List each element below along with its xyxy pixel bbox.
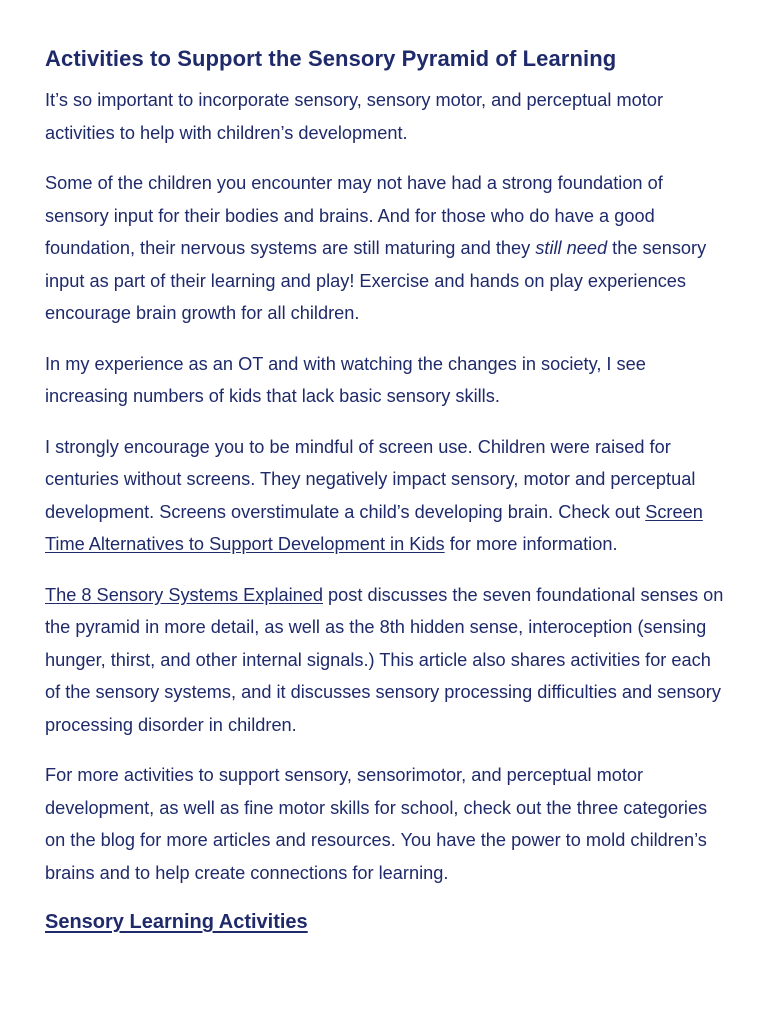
link-screen-time-alternatives[interactable]: Screen Time Alternatives to Support Development in Kids <box>45 501 703 554</box>
paragraph-screen-use-text-1: I strongly encourage you to be mindful of screen use. Children were raised for centuries without screens. They negatively impact sensory, motor and perceptual development. Screens overstimulate a child’s developing brain. Check out <box>45 436 696 522</box>
paragraph-foundation <box>45 167 728 330</box>
paragraph-screen-use-text-2: for more information. <box>444 534 618 554</box>
emphasis-still-need: still need <box>535 238 608 258</box>
link-8-sensory-systems[interactable]: The 8 Sensory Systems Explained <box>45 584 323 605</box>
paragraph-foundation-text-2: the sensory input as part of their learning and play! Exercise and hands on play experiences encourage brain growth for all children. <box>45 238 707 323</box>
link-sensory-learning-activities[interactable]: Sensory Learning Activities <box>45 911 308 933</box>
article-title: Activities to Support the Sensory Pyramid of Learning <box>45 46 617 71</box>
paragraph-screen-use <box>45 431 728 561</box>
paragraph-intro: It’s so important to incorporate sensory, sensory motor, and perceptual motor activities to help with children’s development. <box>45 90 664 143</box>
section-heading <box>45 907 728 937</box>
paragraph-foundation-text-1: Some of the children you encounter may not have had a strong foundation of sensory input for their bodies and brains. And for those who do have a good foundation, their nervous systems are still maturing and they <box>45 173 663 258</box>
paragraph-experience: In my experience as an OT and with watching the changes in society, I see increasing numbers of kids that lack basic sensory skills. <box>45 353 646 406</box>
paragraph-more-activities: For more activities to support sensory, sensorimotor, and perceptual motor development, as well as fine motor skills for school, check out the three categories on the blog for more articles and resources. You have the power to mold children’s brains and to help create connections for learning. <box>45 765 708 883</box>
paragraph-sensory-systems <box>45 579 728 742</box>
paragraph-sensory-systems-text: post discusses the seven foundational senses on the pyramid in more detail, as well as the 8th hidden sense, interoception (sensing hunger, thirst, and other internal signals.) This article also shares activities for each of the sensory systems, and it discusses sensory processing difficulties and sensory processing disorder in children. <box>45 584 724 735</box>
